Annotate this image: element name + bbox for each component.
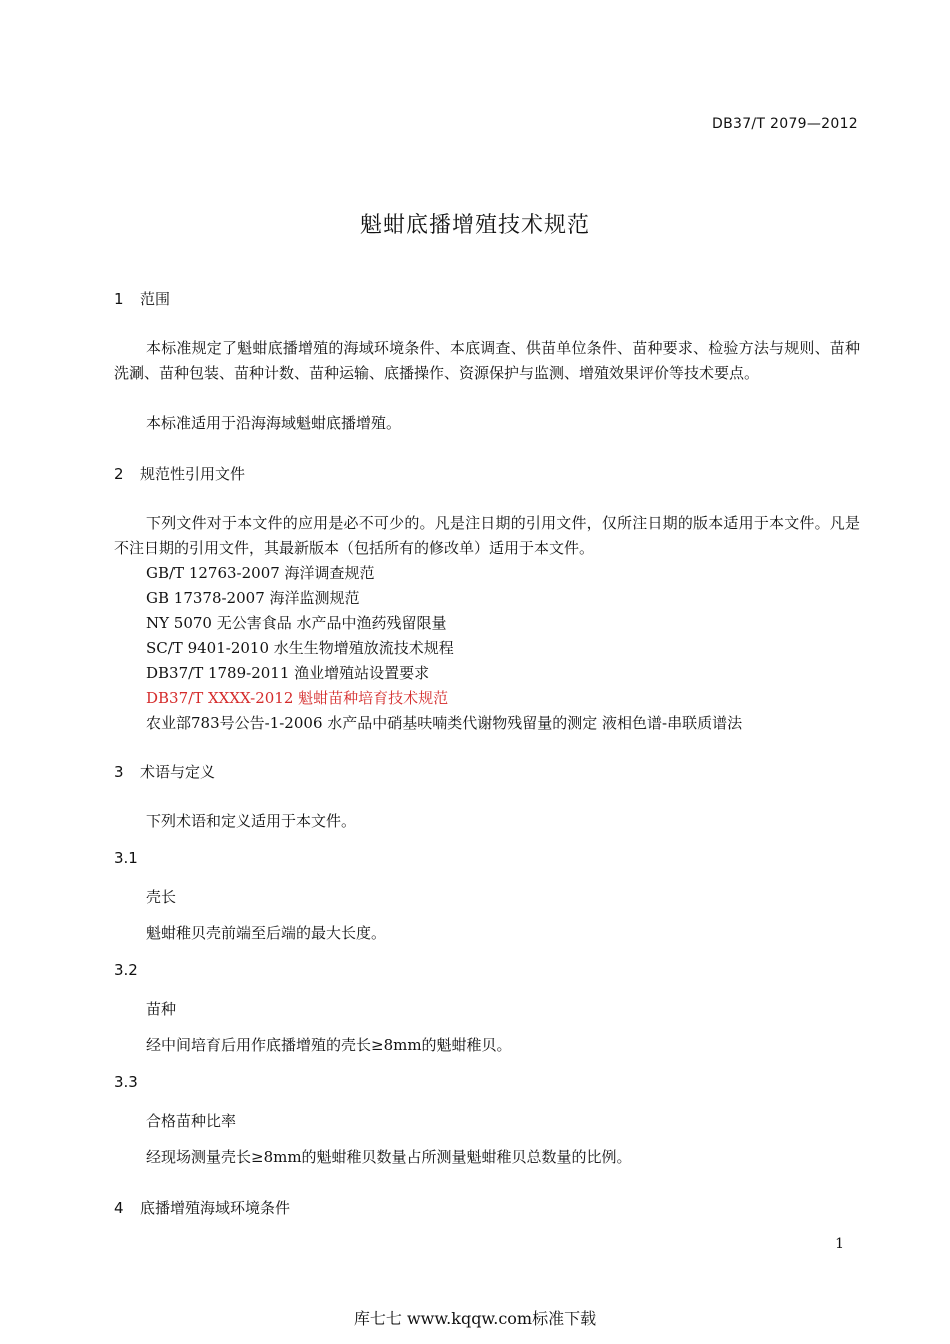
section-3-heading bbox=[114, 761, 215, 782]
term-name: 合格苗种比率 bbox=[146, 1112, 237, 1130]
reference-item: SC/T 9401-2010 水生生物增殖放流技术规程 bbox=[146, 639, 454, 657]
section-title: 范围 bbox=[140, 290, 171, 308]
section-number: 1 bbox=[114, 290, 124, 308]
footer-watermark: 库七七 www.kqqw.com标准下载 bbox=[353, 1309, 597, 1328]
reference-item: GB 17378-2007 海洋监测规范 bbox=[146, 589, 360, 607]
section-4-heading bbox=[114, 1197, 290, 1218]
term-number: 3.2 bbox=[114, 961, 138, 979]
reference-item: DB37/T 1789-2011 渔业增殖站设置要求 bbox=[146, 664, 430, 682]
paragraph-text: 下列文件对于本文件的应用是必不可少的。凡是注日期的引用文件，仅所注日期的版本适用于本文件。凡是不注日期的引用文件，其最新版本（包括所有的修改单）适用于本文件。 bbox=[114, 514, 860, 557]
section-1-scope: 本标准适用于沿海海域魁蚶底播增殖。 bbox=[146, 414, 402, 432]
page-number: 1 bbox=[835, 1236, 844, 1252]
section-title: 规范性引用文件 bbox=[140, 465, 246, 483]
section-2-paragraph bbox=[114, 511, 860, 561]
term-definition: 经现场测量壳长≥8mm的魁蚶稚贝数量占所测量魁蚶稚贝总数量的比例。 bbox=[146, 1148, 632, 1166]
paragraph-text: 本标准规定了魁蚶底播增殖的海域环境条件、本底调查、供苗单位条件、苗种要求、检验方法与规则、苗种洗涮、苗种包装、苗种计数、苗种运输、底播操作、资源保护与监测、增殖效果评价等技术要点。 bbox=[114, 339, 860, 382]
section-1-heading bbox=[114, 288, 170, 309]
reference-item: 农业部783号公告-1-2006 水产品中硝基呋喃类代谢物残留量的测定 液相色谱-串联质谱法 bbox=[146, 714, 743, 732]
term-name: 壳长 bbox=[146, 888, 177, 906]
reference-item: GB/T 12763-2007 海洋调查规范 bbox=[146, 564, 375, 582]
section-2-heading bbox=[114, 463, 245, 484]
section-3-intro: 下列术语和定义适用于本文件。 bbox=[146, 812, 357, 830]
section-number: 3 bbox=[114, 763, 124, 781]
term-number: 3.3 bbox=[114, 1073, 138, 1091]
section-number: 4 bbox=[114, 1199, 124, 1217]
document-code: DB37/T 2079—2012 bbox=[712, 116, 858, 132]
term-definition: 经中间培育后用作底播增殖的壳长≥8mm的魁蚶稚贝。 bbox=[146, 1036, 512, 1054]
document-title: 魁蚶底播增殖技术规范 bbox=[359, 213, 590, 238]
reference-item: NY 5070 无公害食品 水产品中渔药残留限量 bbox=[146, 614, 447, 632]
term-name: 苗种 bbox=[146, 1000, 177, 1018]
section-title: 底播增殖海域环境条件 bbox=[140, 1199, 291, 1217]
section-1-paragraph bbox=[114, 336, 860, 386]
section-number: 2 bbox=[114, 465, 124, 483]
term-definition: 魁蚶稚贝壳前端至后端的最大长度。 bbox=[146, 924, 387, 942]
section-title: 术语与定义 bbox=[140, 763, 216, 781]
reference-item-highlighted: DB37/T XXXX-2012 魁蚶苗种培育技术规范 bbox=[146, 689, 449, 707]
term-number: 3.1 bbox=[114, 849, 138, 867]
